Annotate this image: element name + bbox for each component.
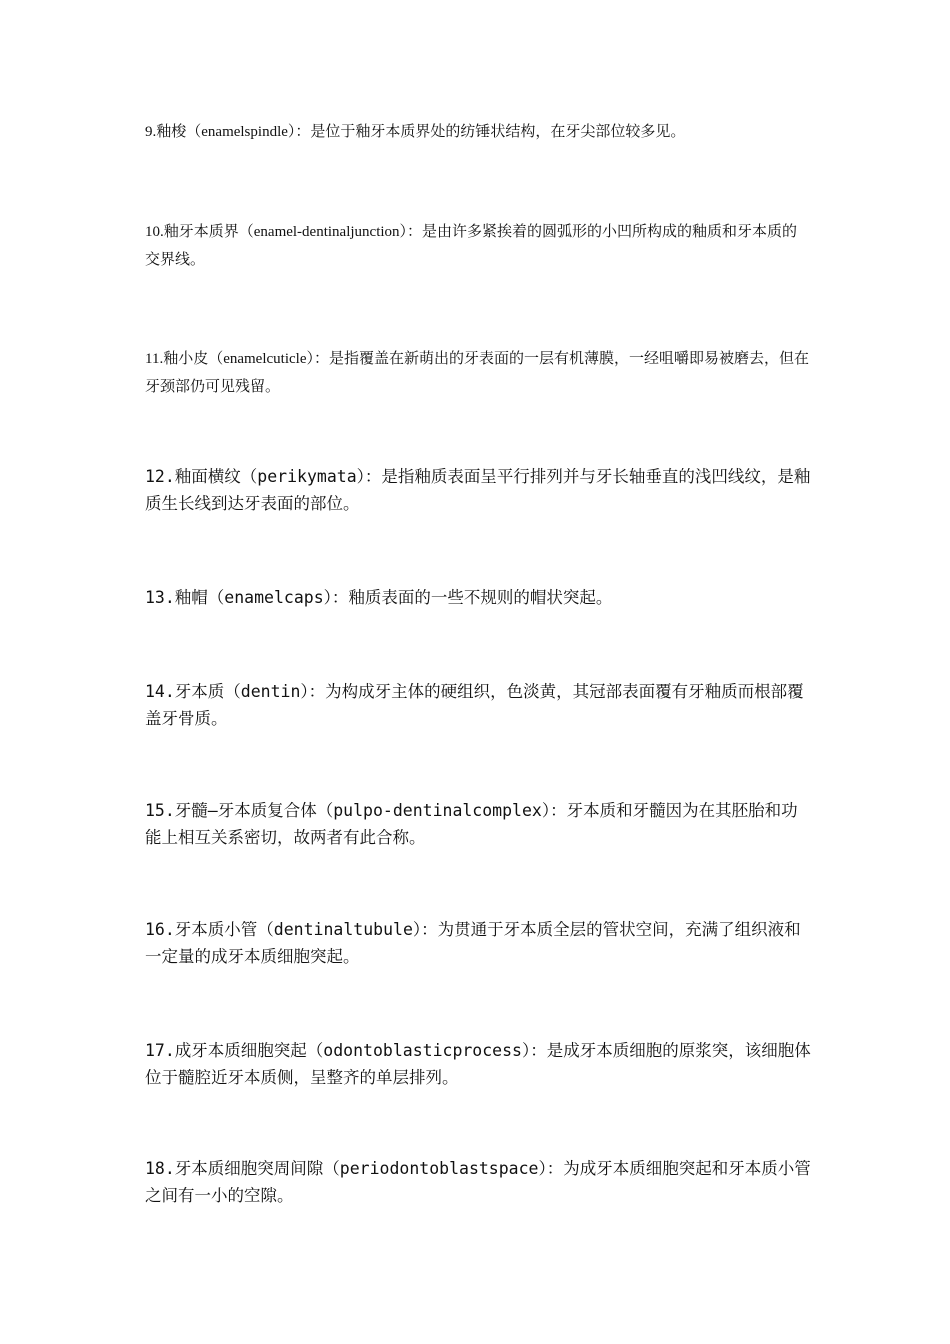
definition-13-enamel-caps: 13.釉帽（enamelcaps）：釉质表面的一些不规则的帽状突起。 [145, 588, 613, 607]
definition-17-odontoblastic-process: 17.成牙本质细胞突起（odontoblasticprocess）：是成牙本质细胞的原浆突，该细胞体位于髓腔近牙本质侧，呈整齐的单层排列。 [145, 1041, 811, 1087]
definition-11-enamel-cuticle: 11.釉小皮（enamelcuticle）：是指覆盖在新萌出的牙表面的一层有机薄膜，一经咀嚼即易被磨去，但在牙颈部仍可见残留。 [145, 351, 809, 395]
definition-18-periodontoblast-space: 18.牙本质细胞突周间隙（periodontoblastspace）：为成牙本质细胞突起和牙本质小管之间有一小的空隙。 [145, 1159, 811, 1205]
definition-10-enamel-dentinal-junction: 10.釉牙本质界（enamel-dentinaljunction）：是由许多紧挨着的圆弧形的小凹所构成的釉质和牙本质的交界线。 [145, 224, 798, 268]
definition-15-pulpo-dentinal-complex: 15.牙髓—牙本质复合体（pulpo-dentinalcomplex）：牙本质和牙髓因为在其胚胎和功能上相互关系密切，故两者有此合称。 [145, 801, 798, 847]
definition-14-dentin: 14.牙本质（dentin）：为构成牙主体的硬组织，色淡黄，其冠部表面覆有牙釉质而根部覆盖牙骨质。 [145, 682, 804, 728]
definition-12-perikymata: 12.釉面横纹（perikymata）：是指釉质表面呈平行排列并与牙长轴垂直的浅凹线纹，是釉质生长线到达牙表面的部位。 [145, 467, 811, 513]
definition-9-enamel-spindle: 9.釉梭（enamelspindle）：是位于釉牙本质界处的纺锤状结构，在牙尖部位较多见。 [145, 124, 686, 140]
definition-16-dentinal-tubule: 16.牙本质小管（dentinaltubule）：为贯通于牙本质全层的管状空间，充满了组织液和一定量的成牙本质细胞突起。 [145, 920, 801, 966]
